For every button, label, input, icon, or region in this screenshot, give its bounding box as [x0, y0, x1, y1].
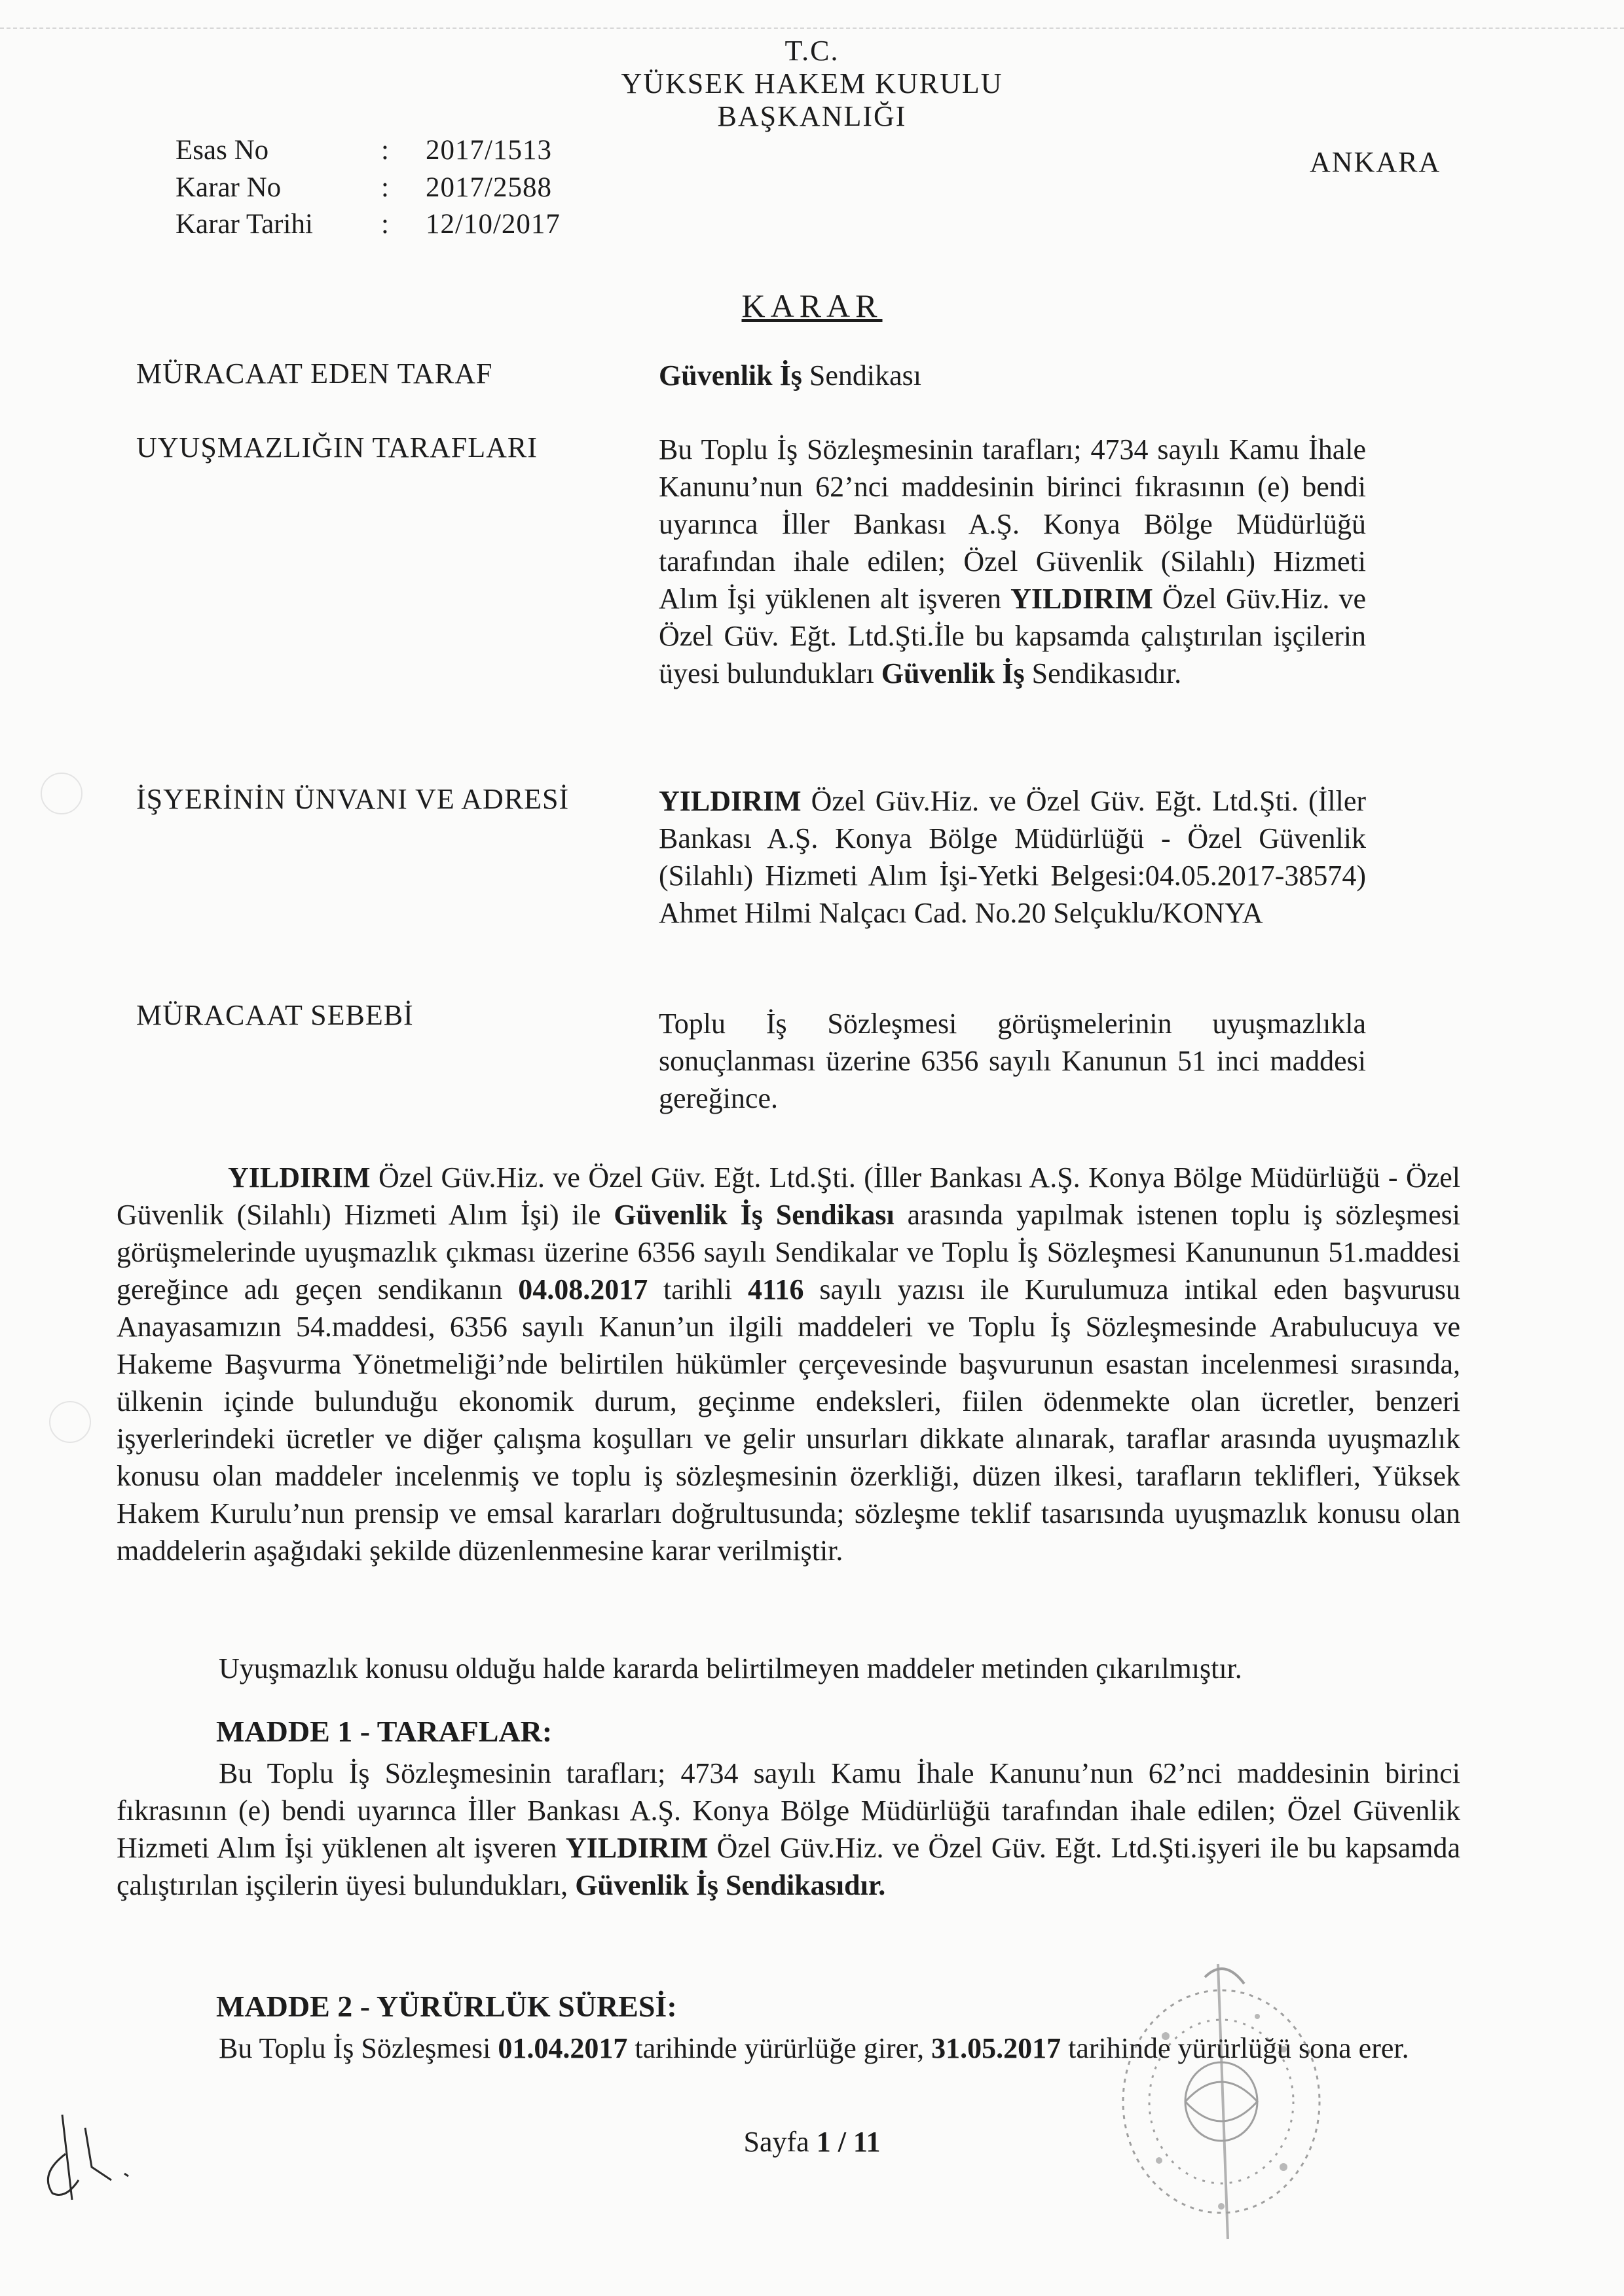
muracaat-sebebi-label: MÜRACAAT SEBEBİ — [136, 999, 414, 1031]
punch-hole-mark — [49, 1401, 91, 1443]
taraflar-value: Bu Toplu İş Sözleşmesinin tarafları; 4734 sayılı Kamu İhale Kanunu’nun 62’nci maddesinin birinci fıkrasının (e) bendi uyarınca İller Bankası A.Ş. Konya Bölge Müdürlüğü tarafından ihale edilen; Özel Güvenlik (Silahlı) Hizmeti Alım İşi yüklenen alt işveren YILDIRIM Özel Güv.Hiz. ve Özel Güv. Eğt. Ltd.Şti.İle bu kapsamda çalıştırılan işçilerin üyesi bulundukları Güvenlik İş Sendikasıdır. — [659, 433, 1366, 689]
document-title: KARAR — [741, 287, 883, 324]
karar-tarihi-value: 12/10/2017 — [426, 209, 561, 240]
punch-hole-mark — [41, 773, 83, 814]
page-number: Sayfa 1 / 11 — [743, 2126, 881, 2158]
official-seal-stamp — [1087, 1938, 1362, 2246]
header-presidency: BAŞKANLIĞI — [717, 100, 907, 132]
header-tc: T.C. — [784, 35, 840, 67]
isyeri-label: İŞYERİNİN ÜNVANI VE ADRESİ — [136, 783, 570, 815]
body-paragraph-1: YILDIRIM Özel Güv.Hiz. ve Özel Güv. Eğt. Ltd.Şti. (İller Bankası A.Ş. Konya Bölge Müdürlüğü - Özel Güvenlik (Silahlı) Hizmeti Alım İşi) ile Güvenlik İş Sendikası arasında yapılmak istenen toplu iş sözleşmesi görüşmelerinde uyuşmazlık çıkması üzerine 6356 sayılı Sendikalar ve Toplu İş Sözleşmesi Kanununun 51.maddesi gereğince adı geçen sendikanın 04.08.2017 tarihli 4116 sayılı yazısı ile Kurulumuza intikal eden başvurusu Anayasamızın 54.maddesi, 6356 sayılı Kanun’un ilgili maddeleri ve Toplu İş Sözleşmesinde Arabulucuya ve Hakeme Başvurma Yönetmeliği’nde belirtilen hükümler çerçevesinde başvurunun esastan incelenmesi sırasında, ülkenin içinde bulunduğu ekonomik durum, geçinme endeksleri, fiilen ödenmekte olan ücretler, benzeri işyerlerindeki ücretler ve diğer çalışma koşulları ve gelir unsurları dikkate alınarak, taraflar arasında uyuşmazlık konusu olan maddeler incelenmiş ve toplu iş sözleşmesinin özerkliği, düzen ilkesi, tarafların teklifleri, Yüksek Hakem Kurulu’nun prensip ve emsal kararları doğrultusunda; sözleşme teklif tasarısında uyuşmazlık konusu olan maddelerin aşağıdaki şekilde düzenlenmesine karar verilmiştir. — [117, 1161, 1461, 1567]
esas-no-label: Esas No — [175, 135, 269, 166]
header-institution: YÜKSEK HAKEM KURULU — [621, 67, 1003, 100]
esas-no-colon: : — [381, 135, 389, 166]
header-city: ANKARA — [1310, 146, 1441, 178]
muracaat-eden-value: Güvenlik İş Sendikası — [659, 359, 921, 392]
karar-no-value: 2017/2588 — [426, 172, 552, 203]
madde-1-text: Bu Toplu İş Sözleşmesinin tarafları; 4734 sayılı Kamu İhale Kanunu’nun 62’nci maddesinin birinci fıkrasının (e) bendi uyarınca İller Bankası A.Ş. Konya Bölge Müdürlüğü tarafından ihale edilen; Özel Güvenlik Hizmeti Alım İşi yüklenen alt işveren YILDIRIM Özel Güv.Hiz. ve Özel Güv. Eğt. Ltd.Şti.işyeri ile bu kapsamda çalıştırılan işçilerin üyesi bulundukları, Güvenlik İş Sendikasıdır. — [117, 1757, 1461, 1901]
isyeri-value: YILDIRIM Özel Güv.Hiz. ve Özel Güv. Eğt. Ltd.Şti. (İller Bankası A.Ş. Konya Bölge Müdürlüğü - Özel Güvenlik (Silahlı) Hizmeti Alım İşi-Yetki Belgesi:04.05.2017-38574) Ahmet Hilmi Nalçacı Cad. No.20 Selçuklu/KONYA — [659, 785, 1366, 929]
muracaat-eden-label: MÜRACAAT EDEN TARAF — [136, 357, 493, 390]
karar-no-label: Karar No — [175, 172, 282, 203]
karar-tarihi-label: Karar Tarihi — [175, 209, 313, 240]
madde-2-heading: MADDE 2 - YÜRÜRLÜK SÜRESİ: — [216, 1990, 677, 2023]
body-paragraph-2: Uyuşmazlık konusu olduğu halde kararda belirtilmeyen maddeler metinden çıkarılmıştır. — [219, 1652, 1242, 1685]
scan-edge-line — [0, 27, 1624, 29]
karar-no-colon: : — [381, 172, 389, 203]
taraflar-label: UYUŞMAZLIĞIN TARAFLARI — [136, 431, 538, 464]
madde-2-text: Bu Toplu İş Sözleşmesi 01.04.2017 tarihinde yürürlüğe girer, 31.05.2017 tarihinde yürürlüğü sona erer. — [219, 2032, 1409, 2064]
muracaat-sebebi-value: Toplu İş Sözleşmesi görüşmelerinin uyuşmazlıkla sonuçlanması üzerine 6356 sayılı Kanunun 51 inci maddesi gereğince. — [659, 1008, 1366, 1114]
karar-tarihi-colon: : — [381, 209, 389, 240]
madde-1-heading: MADDE 1 - TARAFLAR: — [216, 1715, 553, 1748]
esas-no-value: 2017/1513 — [426, 135, 552, 166]
